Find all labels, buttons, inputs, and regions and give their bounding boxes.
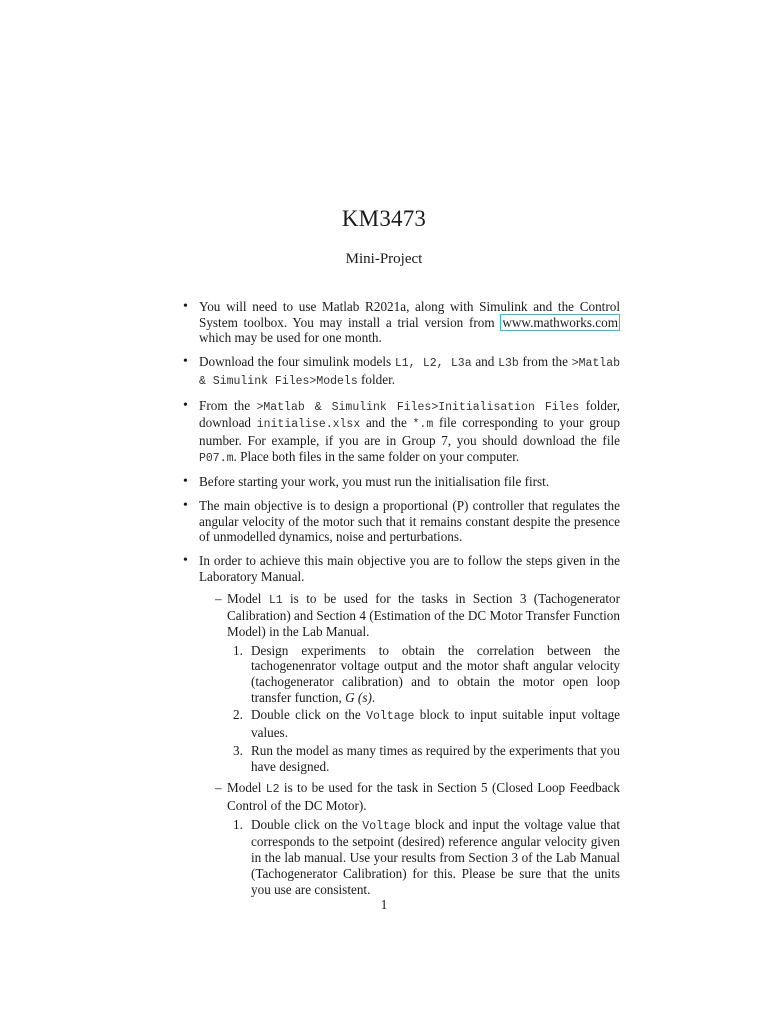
instruction-list [178,299,620,897]
download-text-2: and [471,354,499,370]
page-number: 1 [380,897,388,912]
models-folder-path: >Matlab & Simulink Files>Models [199,357,620,388]
l1-step-3 [227,743,620,774]
download-text-1: Download the four simulink models [199,354,395,370]
list-item-initialisation-files [178,398,620,467]
model-l3b-code: L3b [498,357,519,371]
list-item-software [178,299,620,346]
l2-step-1-text-2: block and input the voltage value that corresponds to the setpoint (desired) reference angular velocity given in the lab manual. Use your results from Section 3 of the Lab Manual (Tachogenerator Calibration) for this. Please be sure that the units you use are consistent. [251,816,621,897]
download-text-4: folder. [357,371,396,387]
voltage-block-code: Voltage [362,819,411,833]
l1-step-1 [227,643,620,706]
example-filename: P07.m [199,451,234,465]
l1-step-2 [227,707,620,740]
step-number: 1. [233,816,243,832]
l1-steps [227,643,620,775]
init-folder-path: >Matlab & Simulink Files>Initialisation Files [256,400,580,414]
l2-step-1 [227,817,620,898]
step-number: 1. [233,642,243,658]
objective-text: The main objective is to design a proportional (P) controller that regulates the angular velocity of the motor such that it remains constant despite the presence of unmodelled dynamics, noise and perturbations. [199,498,620,545]
mathworks-link[interactable]: www.mathworks.com [502,314,618,330]
voltage-block-code: Voltage [366,710,415,724]
document-body [178,299,620,905]
l1-step-1-text: Design experiments to obtain the correlation between the tachogenenrator voltage output and the motor shaft angular velocity (tachogenerator calibration) and to obtain the motor open loop transfer function, [251,642,620,705]
follow-steps-text: In order to achieve this main objective you are to follow the steps given in the Laboratory Manual. [199,553,620,584]
init-text-3: and the [360,415,413,431]
init-text-2: folder, download [199,397,620,431]
sublist-item-model-l1 [199,591,620,775]
step-number: 3. [233,742,243,758]
step-number: 2. [233,707,243,723]
init-text-1: From the [199,397,257,413]
l2-text-2: is to be used for the task in Section 5 (Closed Loop Feedback Control of the DC Motor). [227,780,621,813]
init-text-5: . Place both files in the same folder on your computer. [233,448,520,464]
list-item-run-init [178,474,620,490]
list-item-download-models [178,354,620,389]
l2-code: L2 [265,783,280,797]
document-subtitle: Mini-Project [345,251,423,267]
model-sublist [199,591,620,898]
l1-step-3-text: Run the model as many times as required by the experiments that you have designed. [251,742,620,774]
document-title: KM3473 [341,206,427,231]
l1-text-2: is to be used for the tasks in Section 3 (Tachogenerator Calibration) and Section 4 (Estimation of the DC Motor Transfer Function Model) in the Lab Manual. [227,590,621,639]
l2-step-1-text-1: Double click on the [251,816,363,832]
software-text-2: which may be used for one month. [199,330,382,346]
l1-text-1: Model [227,590,269,606]
list-item-objective [178,498,620,545]
software-text-1: You will need to use Matlab R2021a, along with Simulink and the Control System toolbox. You may install a trial version from [199,299,620,330]
download-text-3: from the [518,354,572,370]
model-names-code: L1, L2, L3a [394,357,472,371]
l1-step-2-text-1: Double click on the [251,707,367,723]
l2-text-1: Model [227,780,266,796]
l1-step-1-end: . [371,689,376,705]
l1-code: L1 [268,593,283,607]
list-item-follow-steps [178,553,620,897]
transfer-function-math: G (s) [345,689,372,705]
l1-step-2-text-2: block to input suitable input voltage values. [251,707,621,741]
init-text-4: file corresponding to your group number. For example, if you are in Group 7, you should download the file [199,415,620,448]
sublist-item-model-l2 [199,780,620,897]
xlsx-filename: initialise.xlsx [256,418,361,432]
m-file-pattern: *.m [412,418,434,432]
l2-steps [227,817,620,898]
run-init-text: Before starting your work, you must run the initialisation file first. [199,474,550,490]
